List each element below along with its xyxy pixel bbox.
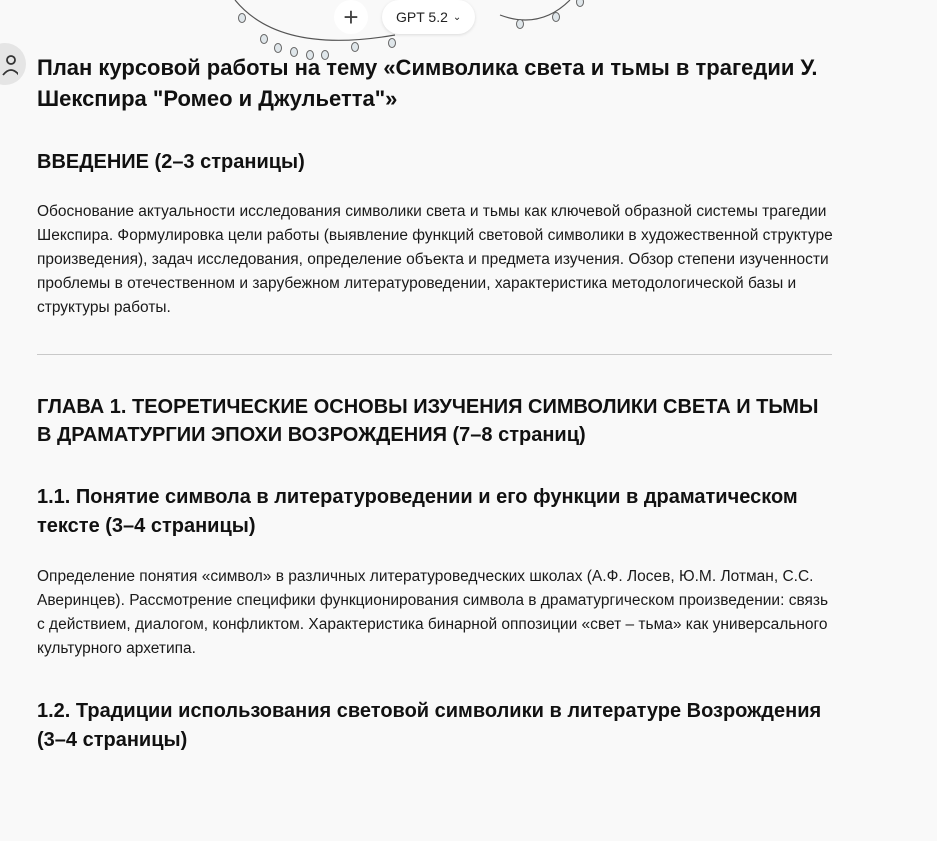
- chevron-down-icon: ⌄: [452, 11, 462, 23]
- section-1-1-paragraph: Определение понятия «символ» в различных литературоведческих школах (А.Ф. Лосев, Ю.М. Лотман, С.С. Аверинцев). Рассмотрение специфики функционирования символа в драматургическом произведении: связь с действием, диалогом, конфликтом. Характеристика бинарной оппозиции «свет – тьма» как универсального культурного архетипа.: [37, 568, 829, 657]
- plus-icon: +: [343, 2, 359, 32]
- chapter-1-heading: ГЛАВА 1. ТЕОРЕТИЧЕСКИЕ ОСНОВЫ ИЗУЧЕНИЯ СИМВОЛИКИ СВЕТА И ТЬМЫ В ДРАМАТУРГИИ ЭПОХИ ВОЗРОЖДЕНИЯ (7–8 страниц): [37, 396, 819, 446]
- section-1-2-heading: 1.2. Традиции использования световой символики в литературе Возрождения (3–4 страницы): [37, 700, 822, 751]
- intro-heading: ВВЕДЕНИЕ (2–3 страницы): [37, 151, 305, 173]
- assistant-avatar: [0, 43, 26, 85]
- model-label: GPT 5.2: [396, 9, 448, 25]
- person-icon: [0, 51, 18, 77]
- model-selector-button[interactable]: [382, 0, 475, 34]
- section-divider: [37, 354, 832, 355]
- add-button[interactable]: [334, 0, 368, 34]
- section-1-1-heading: 1.1. Понятие символа в литературоведении и его функции в драматическом тексте (3–4 страницы): [37, 486, 798, 537]
- intro-paragraph: Обоснование актуальности исследования символики света и тьмы как ключевой образной системы трагедии Шекспира. Формулировка цели работы (выявление функций световой символики в художественной структуре произведения), задач исследования, определение объекта и предмета изучения. Обзор степени изученности проблемы в отечественном и зарубежном литературоведении, характеристика методологической базы и структуры работы.: [37, 203, 833, 316]
- message-content: [37, 52, 837, 779]
- document-title: План курсовой работы на тему «Символика света и тьмы в трагедии У. Шекспира "Ромео и Джульетта"»: [37, 55, 818, 111]
